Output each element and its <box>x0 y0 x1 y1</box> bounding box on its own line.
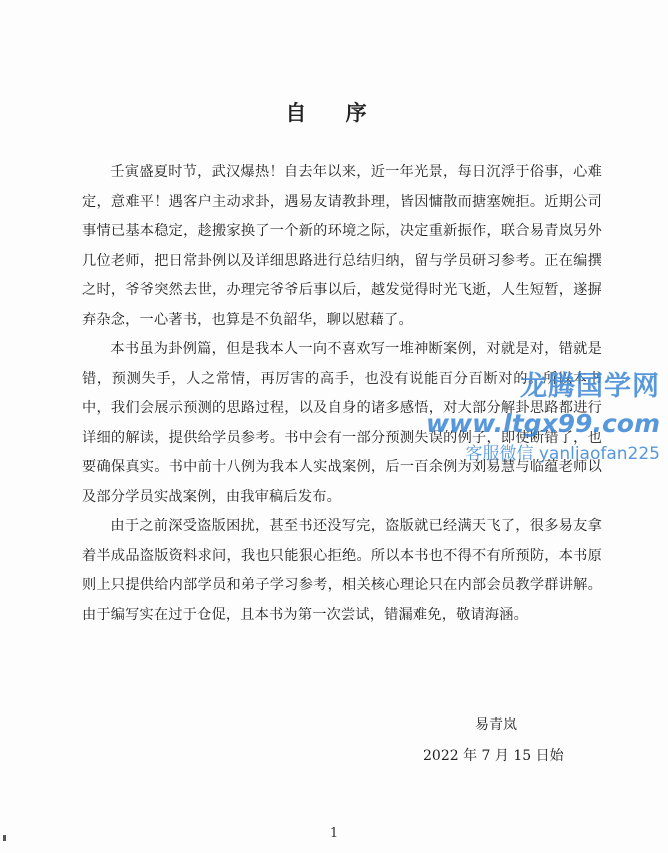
author-signature: 易青岚 <box>475 717 517 733</box>
watermark-url: www.ltgx99.com <box>425 409 660 438</box>
preface-body <box>82 158 602 630</box>
page-number: 1 <box>329 826 339 841</box>
watermark-contact: 客服微信 yanliaofan225 <box>465 444 660 464</box>
page-title: 自 序 <box>285 100 383 125</box>
watermark-site-name: 龙腾国学网 <box>520 371 660 402</box>
paragraph-1: 壬寅盛夏时节，武汉爆热！自去年以来，近一年光景，每日沉浮于俗事，心难定，意难平！遇客户主动求卦，遇易友请教卦理，皆因慵散而搪塞婉拒。近期公司事情已基本稳定，趁搬家换了一个新的环境之际，决定重新振作，联合易青岚另外几位老师，把日常卦例以及详细思路进行总结归纳，留与学员研习参考。正在编撰之时，爷爷突然去世，办理完爷爷后事以后，越发觉得时光飞逝，人生短暂，遂摒弃杂念，一心著书，也算是不负韶华，聊以慰藉了。 <box>82 164 602 328</box>
paragraph-3: 由于之前深受盗版困扰，甚至书还没写完，盗版就已经满天飞了，很多易友拿着半成品盗版资料求问，我也只能狠心拒绝。所以本书也不得不有所预防，本书原则上只提供给内部学员和弟子学习参考，相关核心理论只在内部会员教学群讲解。由于编写实在过于仓促，且本书为第一次尝试，错漏难免，敬请海涵。 <box>82 518 602 623</box>
paragraph-2: 本书虽为卦例篇，但是我本人一向不喜欢写一堆神断案例，对就是对，错就是错，预测失手，人之常情，再厉害的高手，也没有说能百分百断对的。所以本书中，我们会展示预测的思路过程，以及自身的诸多感悟，对大部分解卦思路都进行详细的解读，提供给学员参考。书中会有一部分预测失误的例子，即使断错了，也要确保真实。书中前十八例为我本人实战案例，后一百余例为刘易慧与临蕴老师以及部分学员实战案例，由我审稿后发布。 <box>82 341 602 505</box>
scan-edge-mark <box>3 835 6 841</box>
date-line: 2022 年 7 月 15 日始 <box>423 748 564 764</box>
